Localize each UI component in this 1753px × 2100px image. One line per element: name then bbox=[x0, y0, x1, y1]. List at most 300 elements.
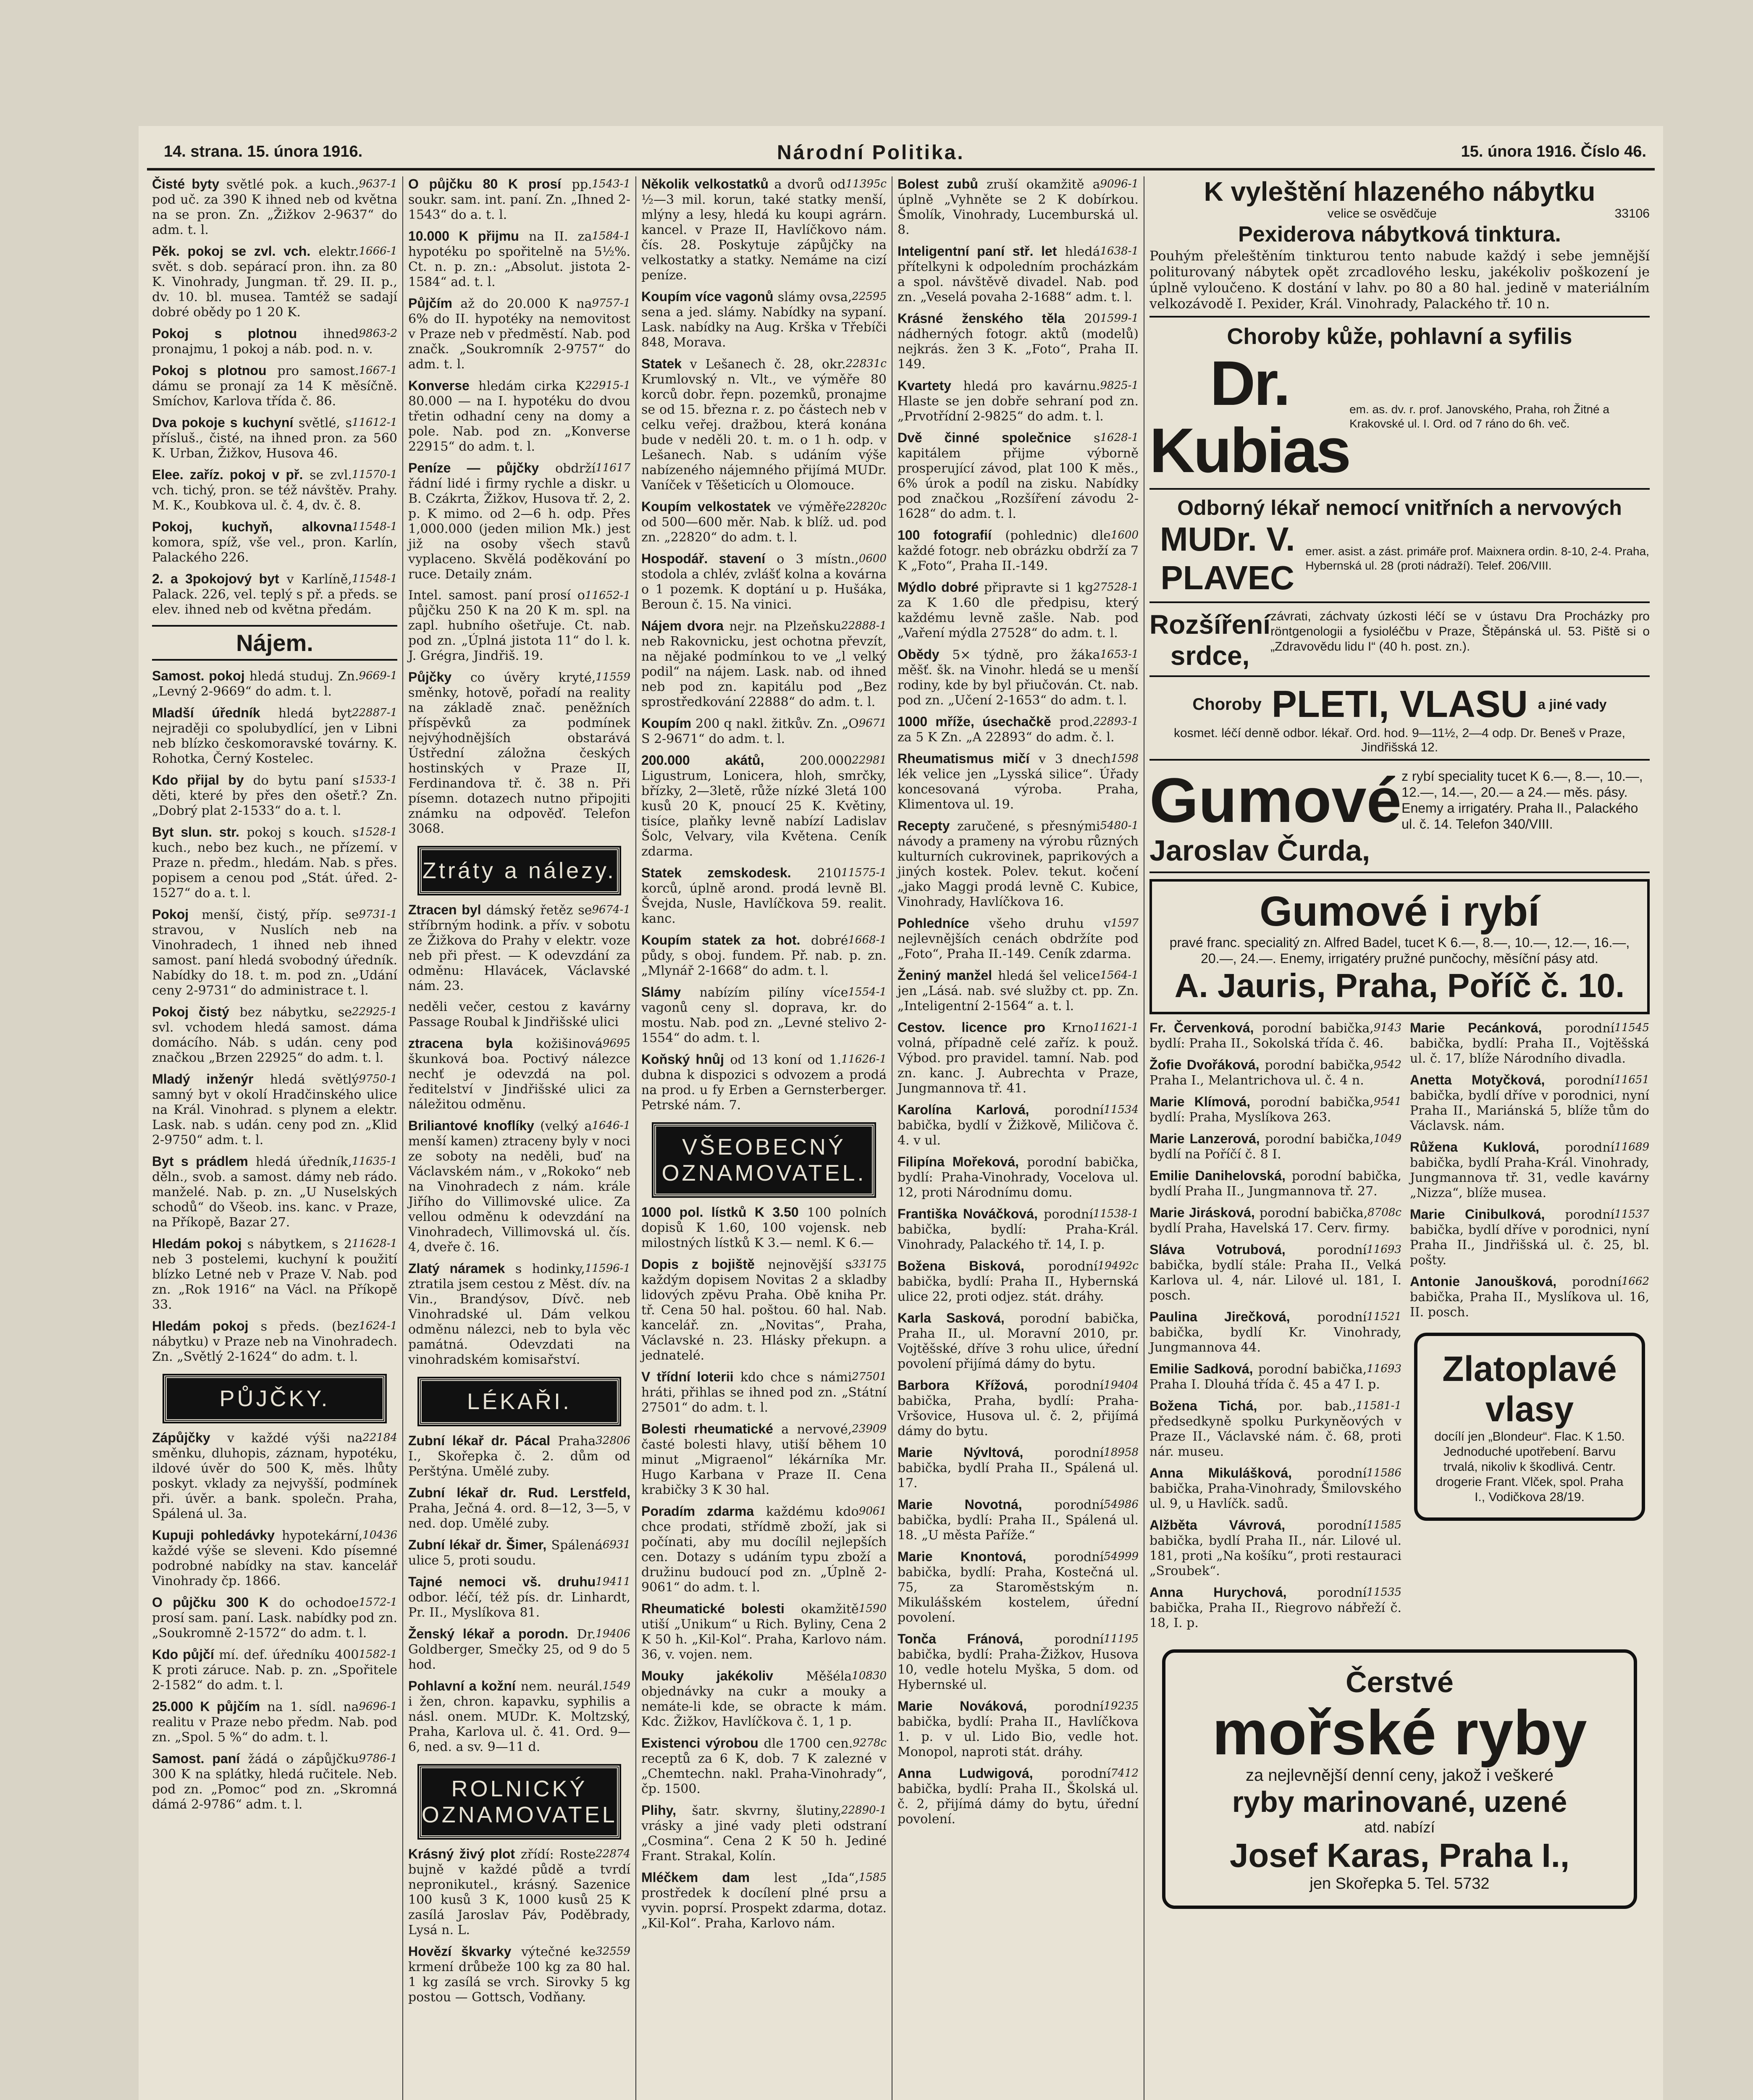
classified-ad bbox=[1149, 1020, 1401, 1051]
ad-heading: Mléčkem dam bbox=[641, 1870, 750, 1885]
ad-number: 22893-1 bbox=[1093, 715, 1139, 728]
ad-heading: Elee. zaříz. pokoj v př. bbox=[152, 467, 303, 482]
classified-ad bbox=[897, 714, 1139, 745]
ad-body: hledám cirka K 80.000 — na I. hypotéku do dvou třetin odhadní ceny na domy a pole. Nab. pod zn. „Konverse 22915“ do adm. t. l. bbox=[408, 379, 630, 454]
ad-heading: Konverse bbox=[408, 378, 470, 393]
ad-number: 1049 bbox=[1373, 1132, 1401, 1145]
ad-body: výtečné ke krmení drůbeže 100 kg za 80 hal. 1 kg zasílá se vrch. Sirovky 5 kg postou — Gottsch, Vodňany. bbox=[408, 1945, 630, 2005]
ad-heading: Ženiný manžel bbox=[897, 968, 992, 983]
ad-heading: Filipína Mořeková, bbox=[897, 1154, 1019, 1169]
classified-ad bbox=[1149, 1131, 1401, 1162]
ad-heading: Koupím velkostatek bbox=[641, 499, 771, 514]
ad-body: každému kdo chce prodati, střídmě zboží, jak si počínati, aby mu docílil nejlepších cen. Dotazy s udáním typu zboží a družinu budoucí pod zn. „Úplně 2-9061“ do adm. t. l. bbox=[641, 1504, 887, 1595]
ad-heading: Bolest zubů bbox=[897, 176, 978, 192]
jauris-name: A. Jauris, Praha, Poříč č. 10. bbox=[1174, 967, 1625, 1004]
ad-body: porodní babička, bydlí: Praha, Myslíkova 263. bbox=[1149, 1095, 1374, 1125]
classified-ad bbox=[641, 551, 887, 612]
ad-number: 1597 bbox=[1110, 917, 1139, 929]
classified-ad bbox=[897, 1258, 1139, 1305]
classified-ad bbox=[897, 430, 1139, 522]
classified-ad bbox=[641, 1369, 887, 1415]
classified-ad bbox=[641, 1052, 887, 1113]
ad-number: 7412 bbox=[1110, 1767, 1139, 1780]
ad-heading: 2. a 3pokojový byt bbox=[152, 571, 279, 586]
ad-heading: Marie Lanzerová, bbox=[1149, 1131, 1260, 1146]
ad-number: 1662 bbox=[1621, 1275, 1649, 1288]
ad-body: elektr. svět. s dob. sepárací pron. ihn. za 80 K. Vinohrady, Jungman. tř. 29. II. p., dv. 10. bl. musea. Tamtéž se sadají dobré obědy po 1 20 K. bbox=[152, 244, 397, 320]
ad-body: hledá studuj. Zn. „Levný 2-9669“ do adm. t. l. bbox=[152, 669, 359, 699]
ad-number: 0600 bbox=[858, 552, 887, 565]
ad-heading: 100 fotografií bbox=[897, 528, 992, 543]
classified-ad bbox=[152, 1595, 397, 1641]
pleti-post: a jiné vady bbox=[1538, 697, 1607, 712]
ad-heading: Koupím bbox=[641, 716, 692, 731]
banner-ztraty: Ztráty a nálezy. bbox=[419, 848, 620, 894]
ad-heading: Kdo přijal by bbox=[152, 772, 244, 788]
classified-ad bbox=[1149, 1205, 1401, 1236]
classified-ad bbox=[897, 580, 1139, 641]
jauris-title: Gumové i rybí bbox=[1260, 888, 1540, 935]
classified-ad bbox=[408, 1261, 630, 1368]
ad-number: 22887-1 bbox=[352, 706, 397, 719]
classified-ad bbox=[641, 1668, 887, 1730]
classified-ad bbox=[408, 1846, 630, 1938]
ad-number: 22184 bbox=[362, 1431, 397, 1444]
classified-ad bbox=[897, 818, 1139, 910]
classified-ad bbox=[152, 176, 397, 238]
classified-ad bbox=[152, 415, 397, 461]
ad-number: 11581-1 bbox=[1356, 1399, 1401, 1412]
ad-heading: Nájem dvora bbox=[641, 618, 724, 633]
ad-number: 1582-1 bbox=[359, 1648, 397, 1661]
ad-heading: Božena Tichá, bbox=[1149, 1398, 1257, 1413]
ad-heading: Existenci výrobou bbox=[641, 1735, 758, 1751]
ad-heading: Několik velkostatků bbox=[641, 176, 769, 192]
ad-body: lest „Ida“, prostředek k docílení plné prsu a vyvin. poprsí. Prospekt zdarma, dotaz. „Kil-Kol“. Praha, Karlovo nám. bbox=[641, 1871, 887, 1931]
ad-plavec bbox=[1149, 496, 1650, 603]
ads-list bbox=[152, 176, 397, 617]
ad-body: pp. soukr. sam. int. paní. Zn. „Ihned 2-1543“ do a. t. l. bbox=[408, 177, 630, 222]
plavec-title: Odborný lékař nemocí vnitřních a nervových bbox=[1177, 496, 1622, 520]
ad-body: dobré půdy, s oboj. fundem. Př. nab. p. zn. „Mlynář 2-1668“ do adm. t. l. bbox=[641, 933, 887, 978]
ad-heading: Emilie Danihelovská, bbox=[1149, 1168, 1286, 1183]
ad-body: až do 20.000 K na 6% do II. hypotéky na nemovitost v Praze neb v předměstí. Nab. pod značk. „Soukromník 2-9757“ do adm. t. l. bbox=[408, 297, 630, 372]
ad-heading: Marie Knontová, bbox=[897, 1549, 1026, 1564]
ad-number: 9669-1 bbox=[359, 669, 397, 682]
ad-heading: Alžběta Vávrová, bbox=[1149, 1517, 1286, 1533]
classified-ad bbox=[408, 1036, 630, 1112]
pexider-text: Pouhým přeleštěním tinkturou tento nabude každý i sebe jemnější politurovaný nábytek opět zrcadlového lesku, jakékoliv poškození je úplně vyloučeno. K dostání v lahv. po 80 a 80 hal. jedině v materiálním velkozávodě I. Pexider, Král. Vinohrady, Palackého tř. 10 n. bbox=[1149, 248, 1650, 312]
ad-heading: Krásný živý plot bbox=[408, 1846, 515, 1861]
ad-body: Praha, Ječná 4. ord. 8—12, 3—5, v ned. dop. Umělé zuby. bbox=[408, 1501, 630, 1531]
ad-number: 11570-1 bbox=[352, 468, 397, 481]
ad-body: co úvěry kryté, směnky, hotově, pořadí na reality na základě znač. peněžních příspěvků za podmínek nejvýhodnějších obstarává Ústřední záložna českých hostinských v Praze II, Ferdinandova tř. č. 38 n. Při písemn. dotazech nutno připojiti známku na odpověď. Telefon 3068. bbox=[408, 670, 630, 836]
ad-number: 1638-1 bbox=[1100, 245, 1139, 257]
ad-body: prod. za 5 K Zn. „A 22893“ do adm. č. l. bbox=[897, 715, 1115, 745]
ad-number: 19492c bbox=[1097, 1260, 1139, 1272]
ad-number: 33175 bbox=[852, 1258, 887, 1270]
ad-number: 11651 bbox=[1614, 1074, 1649, 1086]
ad-body: o 3 místn., stodola a chlév, zvlášť kolna a kovárna o 1 pozemk. K doptání u p. Hušáka, Beroun č. 15. Na vinici. bbox=[641, 552, 887, 612]
ad-number: 1628-1 bbox=[1100, 431, 1139, 444]
ad-heading: 25.000 K půjčím bbox=[152, 1699, 260, 1714]
ad-heading: Byt s prádlem bbox=[152, 1154, 248, 1169]
ad-body: kdo chce s námi hráti, přihlas se ihned pod zn. „Státní 27501“ do adm. t. l. bbox=[641, 1370, 887, 1415]
classified-ad bbox=[641, 984, 887, 1046]
ad-number: 9825-1 bbox=[1100, 379, 1139, 392]
ad-body: porodní babička, bydlí: Praha II., Vojtěšská ul. č. 17, blíže Národního divadla. bbox=[1410, 1021, 1649, 1066]
ad-heading: O půjčku 80 K prosí bbox=[408, 176, 562, 192]
ad-heading: Koupím více vagonů bbox=[641, 289, 774, 304]
ad-body: zřídí: Roste bujně v každé půdě a tvrdí nepronikutel., krásný. Sazenice 100 kusů 3 K, 1000 kusů 25 K zasílá Jaroslav Páv, Poděbrady, Lysá n. L. bbox=[408, 1847, 630, 1937]
babicky-right-col bbox=[1410, 1020, 1649, 1637]
ad-body: Krno volná, případně celé zaříz. k použ. Výbod. pro pravidel. tamní. Nab. pod zn. kanc. J. Aubrechta v Praze, Jungmannova tř. 41. bbox=[897, 1021, 1139, 1096]
ad-body: komora, spíž, vše vel., pron. Karlín, Palackého 226. bbox=[152, 535, 397, 565]
pleti-text: kosmet. léčí denně odbor. lékař. Ord. hod. 9—11½, 2—4 odp. Dr. Beneš v Praze, Jindřišská 12. bbox=[1173, 726, 1626, 754]
classified-ad bbox=[897, 1378, 1139, 1439]
columns bbox=[147, 176, 1655, 2100]
ryby-line: ryby marinované, uzené bbox=[1232, 1785, 1567, 1818]
ad-body: porodní babička, bydlí: Praha II., Havlíčkova 1. p. v ul. Lido Bio, vedle hot. Monopol, naproti stát. dráhy. bbox=[897, 1699, 1139, 1759]
srdce-text: závrati, záchvaty úzkosti léčí se v ústavu Dra Procházky pro röntgenologii a fysioléčbu v Praze, Štěpánská ul. 53. Piště si o „Zdravovědu lidu I“ (40 h. post. zn.). bbox=[1270, 609, 1650, 654]
ad-heading: Antonie Janoušková, bbox=[1410, 1274, 1557, 1289]
ad-body: ve výměře od 500—600 měr. Nab. k blíž. ud. pod zn. „22820“ do adm. t. l. bbox=[641, 500, 887, 545]
ad-body: bez nábytku, se svl. vchodem hledá samost. dáma domácího. Náb. s udán. ceny pod značkou „Brzen 22925“ do adm. t. l. bbox=[152, 1005, 397, 1065]
ryby-title2: mořské ryby bbox=[1212, 1697, 1587, 1768]
classified-ad bbox=[152, 705, 397, 766]
ad-number: 19235 bbox=[1104, 1700, 1139, 1712]
classified-ad bbox=[897, 1445, 1139, 1491]
ad-body: porodní babička, bydlí Praha-Král. Vinohrady, Jungmannova tř. 31, vedle kavárny „Nizza“, blíže musea. bbox=[1410, 1140, 1649, 1200]
classified-ad bbox=[408, 1678, 630, 1755]
ad-number: 18958 bbox=[1104, 1446, 1139, 1459]
ad-body: v Karlíně, Palack. 226, vel. teplý s př. a předs. se elev. ihned neb od května předám. bbox=[152, 572, 397, 617]
ad-number: 11548-1 bbox=[352, 520, 397, 533]
ad-body: porodní babička, bydlí Praha, Havelská 17. Cerv. firmy. bbox=[1149, 1206, 1390, 1236]
ad-kubias bbox=[1149, 323, 1650, 490]
classified-ad bbox=[641, 356, 887, 493]
ad-heading: Františka Nováčková, bbox=[897, 1206, 1038, 1221]
classified-ad bbox=[152, 1154, 397, 1230]
ad-body: porodní babička, bydlí Praha II., nár. Lilové ul. 181, proti „Na košíku“, proti restauraci „Sroubek“. bbox=[1149, 1518, 1401, 1578]
ad-number: 1599-1 bbox=[1100, 312, 1139, 325]
plavec-info: emer. asist. a zást. primáře prof. Maixnera ordin. 8-10, 2-4. Praha, Hybernská ul. 28 (proti nádraží). Telef. 206/VIII. bbox=[1305, 545, 1649, 572]
ad-heading: Dvě činné společnice bbox=[897, 430, 1071, 445]
ad-heading: Marie Pecánková, bbox=[1410, 1020, 1542, 1035]
classified-ad bbox=[152, 1751, 397, 1812]
classified-ad bbox=[152, 467, 397, 513]
ad-number: 11548-1 bbox=[352, 572, 397, 585]
ad-body: porodní babička, bydlí dříve v porodnici, nyní Praha II., Jindřišská ul. č. 25, bl. pošty. bbox=[1410, 1208, 1649, 1268]
ad-number: 9674-1 bbox=[592, 903, 630, 916]
ad-heading: Růžena Kuklová, bbox=[1410, 1139, 1539, 1155]
ad-body: okamžitě utiší „Unikum“ u Rich. Byliny, Cena 2 K 50 h. „Kil-Kol“. Praha, Karlovo nám. 36, v. vojen. nem. bbox=[641, 1602, 887, 1662]
ad-body: 20 nádherných fotogr. aktů (modelů) nejkrás. žen 3 K. „Foto“, Praha II. 149. bbox=[897, 312, 1139, 372]
ad-number: 11545 bbox=[1614, 1021, 1649, 1034]
ad-heading: Samost. paní bbox=[152, 1751, 240, 1766]
ad-gumove-curda bbox=[1149, 766, 1650, 873]
classified-ad bbox=[897, 1497, 1139, 1543]
ad-pleti bbox=[1149, 683, 1650, 761]
classified-ad bbox=[408, 1485, 630, 1531]
ad-heading: Zubní lékař dr. Pácal bbox=[408, 1433, 551, 1448]
ad-heading: Zlatý náramek bbox=[408, 1261, 505, 1276]
classified-ad bbox=[152, 1647, 397, 1693]
ad-body: porodní babička, bydlí: Praha II., Spálená ul. 18. „U města Paříže.“ bbox=[897, 1498, 1139, 1543]
ad-body: ihned pronajmu, 1 pokoj a náb. pod. n. v. bbox=[152, 327, 373, 357]
ad-number: 10436 bbox=[362, 1529, 397, 1541]
pexider-sub-text: velice se osvědčuje bbox=[1327, 207, 1437, 220]
header-right: 15. února 1916. Číslo 46. bbox=[1461, 143, 1646, 160]
header-title: Národní Politika. bbox=[777, 142, 965, 164]
classified-ad bbox=[152, 1699, 397, 1745]
ad-heading: Slámy bbox=[641, 984, 681, 1000]
ad-number: 11628-1 bbox=[352, 1237, 397, 1250]
classified-ad bbox=[641, 1601, 887, 1662]
ad-heading: Paulina Jirečková, bbox=[1149, 1309, 1290, 1324]
ad-heading: Byt slun. str. bbox=[152, 824, 239, 840]
ad-number: 11693 bbox=[1367, 1362, 1401, 1375]
ad-heading: Ženský lékař a porodn. bbox=[408, 1626, 569, 1641]
ad-body: porodní babička, bydlí v Žižkově, Miličova č. 4. v ul. bbox=[897, 1103, 1139, 1148]
ad-heading: 200.000 akátů, bbox=[641, 753, 764, 768]
ad-heading: Samost. pokoj bbox=[152, 668, 245, 683]
classified-ad bbox=[897, 751, 1139, 812]
ad-heading: Mýdlo dobré bbox=[897, 580, 979, 595]
ad-body: Dr. Goldberger, Smečky 25, od 9 do 5 hod. bbox=[408, 1627, 630, 1672]
section-title-najem: Nájem. bbox=[152, 625, 397, 661]
ad-number: 22915-1 bbox=[585, 379, 630, 392]
ad-heading: Mladší úředník bbox=[152, 705, 260, 720]
ad-heading: Krásné ženského těla bbox=[897, 311, 1065, 326]
ad-number: 1646-1 bbox=[592, 1119, 630, 1132]
ad-number: 11395c bbox=[845, 178, 887, 190]
ad-number: 11612-1 bbox=[352, 416, 397, 429]
classified-ad bbox=[641, 289, 887, 350]
ad-heading: Čisté byty bbox=[152, 176, 220, 192]
ad-heading: Obědy bbox=[897, 647, 939, 662]
banner-vseobecny: VŠEOBECNÝ OZNAMOVATEL. bbox=[653, 1124, 874, 1196]
ad-number: 9542 bbox=[1373, 1058, 1401, 1071]
ad-number: 22890-1 bbox=[841, 1804, 887, 1816]
ad-number: 11534 bbox=[1104, 1103, 1139, 1116]
classified-ad bbox=[897, 1102, 1139, 1148]
ads-list bbox=[408, 902, 630, 1368]
ad-body: porodní babička, bydlí: Praha II., Školská ul. č. 2, přijímá dámy do bytu, úřední povolení. bbox=[897, 1767, 1139, 1827]
ad-heading: Hovězí škvarky bbox=[408, 1944, 512, 1959]
ad-body: menší, čistý, příp. se stravou, v Nuslích neb na Vinohradech, 1 ihned neb ihned samost. paní hledá svobodný úředník. Nabídky do 18. t. m. pod zn. „Udání ceny 2-9731“ do administrace t. l. bbox=[152, 908, 397, 998]
ad-body: porodní babička, bydlí stále: Praha II., Velká Karlova ul. 4, nár. Lilové ul. 181, I. posch. bbox=[1149, 1243, 1401, 1303]
ad-heading: O půjčku 300 K bbox=[152, 1595, 269, 1610]
ad-body: 200.000 Ligustrum, Lonicera, hloh, smrčky, břízky, 2—3letě, růže nízké 3letá 100 kusů 20 K, pnoucí 25 K. Květiny, tisíce, plaňky levně nabízí Ladislav Šolc, Velvary, vila Květena. Ceník zdarma. bbox=[641, 753, 887, 859]
ads-list bbox=[408, 176, 630, 837]
ad-number: 1533-1 bbox=[359, 774, 397, 786]
ad-heading: Pohledníce bbox=[897, 916, 969, 931]
ad-body: odbor. léčí, též pís. dr. Linhardt, Pr. II., Myslíkova 81. bbox=[408, 1590, 630, 1620]
classified-ad bbox=[408, 378, 630, 454]
ad-heading: Marie Jirásková, bbox=[1149, 1205, 1255, 1220]
ad-heading: Hledám pokoj bbox=[152, 1236, 242, 1251]
ad-number: 22888-1 bbox=[841, 620, 887, 632]
ad-heading: Anetta Motyčková, bbox=[1410, 1072, 1545, 1087]
classified-ad bbox=[152, 363, 397, 409]
ad-body: zaručené, s přesnými návody a prameny na výrobu různých kulturních cukrovinek, paprikových a jiných kostek. Polev. tekut. kočení „jako Maggi prodá levně C. Kubice, Vinohrady, Havlíčkova 16. bbox=[897, 819, 1139, 909]
ad-body: žádá o zápůjčku 300 K na splátky, hledá ručitele. Neb. pod zn. „Pomoc“ pod zn. „Skromná dámá 2-9786“ adm. t. l. bbox=[152, 1752, 397, 1812]
ad-body: porodní babička, bydlí: Praha II., Sokolská třída č. 46. bbox=[1149, 1021, 1384, 1051]
classified-ad bbox=[897, 1206, 1139, 1252]
classified-ad bbox=[408, 1118, 630, 1255]
ad-body: porodní babička, bydlí Praha II., Jungmannova tř. 27. bbox=[1149, 1169, 1401, 1199]
ad-body: porodní babička, bydlí Praha II., Spálená ul. 17. bbox=[897, 1446, 1139, 1491]
classified-ad bbox=[641, 176, 887, 283]
ad-number: 32806 bbox=[596, 1434, 630, 1447]
zlatoplave-text: docílí jen „Blondeur“. Flac. K 1.50. Jednoduché upotřebení. Barvu trvalá, nikoliv k škodlivá. Centr. drogerie Frant. Vlček, spol. Praha I., Vodičkova 28/19. bbox=[1434, 1430, 1625, 1504]
ad-body: a dvorů od ½—3 mil. korun, také statky menší, mlýny a lesy, hledá ku koupi agrárn. kancel. v Praze II, Havlíčkovo nám. čís. 28. Poskytuje zápůjčky na velkostatky a statky. Nemáme na cizí peníze. bbox=[641, 177, 887, 283]
page-header bbox=[139, 134, 1663, 172]
ad-number: 9278c bbox=[853, 1737, 887, 1749]
classified-ad bbox=[1410, 1139, 1649, 1201]
classified-ad bbox=[152, 1430, 397, 1522]
pexider-num: 33106 bbox=[1614, 207, 1650, 220]
ad-number: 1554-1 bbox=[848, 986, 887, 998]
ad-heading: Marie Cinibulková, bbox=[1410, 1207, 1545, 1222]
ad-body: porodní babička, Praha I., Melantrichova ul. č. 4 n. bbox=[1149, 1058, 1374, 1088]
ad-body: nem. neurál. i žen, chron. kapavku, syphilis a násl. onem. MUDr. K. Moltzský, Praha, Karlova ul. č. 41. Ord. 9—6, ned. a sv. 9—11 d. bbox=[408, 1679, 630, 1754]
ryby-name: Josef Karas, Praha I., bbox=[1229, 1837, 1570, 1874]
classified-ad bbox=[408, 669, 630, 837]
ad-body: Praha I., Skořepka č. 2. dům od Perštýna. Umělé zuby. bbox=[408, 1434, 630, 1479]
classified-ad bbox=[408, 228, 630, 290]
classified-ad bbox=[152, 519, 397, 565]
classified-ad bbox=[897, 647, 1139, 708]
ad-body: pokoj s kouch. s kuch., nebo bez kuch., ne přízemí. v Praze n. předm., hledám. Nab. s přes. popisem a cenou pod „Stát. úřed. 2-1527“ do a. t. l. bbox=[152, 825, 397, 900]
ad-heading: Anna Hurychová, bbox=[1149, 1585, 1287, 1600]
classified-ad bbox=[152, 244, 397, 320]
ad-number: 6931 bbox=[602, 1538, 630, 1551]
ad-heading: Marie Nováková, bbox=[897, 1698, 1027, 1714]
classified-ad bbox=[152, 1071, 397, 1148]
ad-number: 5480-1 bbox=[1100, 819, 1139, 832]
classified-ad bbox=[641, 1421, 887, 1498]
ad-number: 11575-1 bbox=[841, 866, 887, 879]
ad-body: porodní babička, bydlí: Praha-Žižkov, Husova 10, vedle hotelu Myška, 5 dom. od Hybernské ul. bbox=[897, 1632, 1139, 1692]
classified-ad bbox=[1149, 1398, 1401, 1460]
classified-ad bbox=[152, 1236, 397, 1312]
ad-number: 11596-1 bbox=[585, 1262, 630, 1275]
classified-ad bbox=[408, 460, 630, 582]
ad-body: na II. za hypotéku po spořitelně na 5½%. Ct. n. p. zn.: „Absolut. jistota 2-1584“ ad. t. l. bbox=[408, 229, 630, 289]
classified-ad bbox=[641, 618, 887, 710]
ad-body: 100 polních dopisů K 1.60, 100 vojensk. neb milostných lístků K 3.— neml. K 6.— bbox=[641, 1205, 887, 1250]
ad-heading: Marie Nývltová, bbox=[897, 1445, 1023, 1460]
classified-ad bbox=[641, 499, 887, 545]
ad-heading: Rheumatické bolesti bbox=[641, 1601, 785, 1616]
ad-heading: Poradím zdarma bbox=[641, 1504, 754, 1519]
ad-body: v každé výši na směnku, dluhopis, záznam, hypotéku, ildové úvěr do 500 K, měs. lhůty poskyt. vklady za nejvyšší, podmínek při. úvěr. a bank. společn. Praha, Spálená ul. 3a. bbox=[152, 1431, 397, 1521]
ad-heading: Inteligentní paní stř. let bbox=[897, 244, 1057, 259]
ad-heading: V třídní loterii bbox=[641, 1369, 734, 1384]
ad-number: 22925-1 bbox=[352, 1005, 397, 1018]
ad-number: 11195 bbox=[1104, 1633, 1139, 1645]
classified-ad bbox=[1149, 1168, 1401, 1199]
ad-number: 11617 bbox=[596, 462, 630, 474]
classified-ad bbox=[408, 176, 630, 223]
column-5 bbox=[1144, 176, 1655, 2100]
ad-number: 32559 bbox=[596, 1945, 630, 1958]
ad-heading: Pohlavní a kožní bbox=[408, 1678, 516, 1693]
ad-heading: Zubní lékař dr. Rud. Lerstfeld, bbox=[408, 1485, 630, 1500]
ad-heading: ztracena byla bbox=[408, 1036, 513, 1051]
ad-heading: Anna Mikulášková, bbox=[1149, 1465, 1292, 1480]
ad-number: 22595 bbox=[852, 290, 887, 303]
ad-number: 22820c bbox=[845, 500, 887, 513]
pleti-title: PLETI, VLASU bbox=[1271, 683, 1528, 725]
classified-ad bbox=[152, 668, 397, 699]
classified-ad bbox=[408, 1626, 630, 1672]
ad-heading: Statek bbox=[641, 356, 682, 371]
ad-body: v Lešanech č. 28, okr. Krumlovský n. Vlt., ve výměře 80 korců dobr. řepn. pozemků, pronajme se od 15. března r. z. po částech neb v celku veřej. dražbou, která konána bude v neděli 20. t. m. o 1 h. odp. v Lešanech. Nab. s udáním výše nabízeného nájemného přijímá MUDr. Vaníček v Těšeticích u Olomouce. bbox=[641, 357, 887, 493]
banner-pujcky: PŮJČKY. bbox=[164, 1376, 385, 1422]
ad-number: 22831c bbox=[845, 357, 887, 370]
ad-number: 23909 bbox=[852, 1423, 887, 1435]
ad-body: dámský řetěz se stříbrným hodink. a přív. v sobotu ze Žižkova do Prahy v elektr. voze neb při přest. — K odevzdání za odměnu: Hlavácek, Václavské nám. 23. bbox=[408, 903, 630, 993]
pleti-pre: Choroby bbox=[1192, 695, 1262, 714]
ad-heading: Plihy, bbox=[641, 1803, 676, 1818]
ad-heading: Koupím statek za hot. bbox=[641, 932, 800, 948]
ad-number: 9695 bbox=[602, 1037, 630, 1050]
classified-ad bbox=[641, 1205, 887, 1251]
ad-body: pro samost. dámu se pronají za 14 K měsíčně. Smíchov, Karlova třída č. 86. bbox=[152, 364, 397, 409]
ad-heading: Karolína Karlová, bbox=[897, 1102, 1029, 1117]
ad-body: a nervové, časté bolesti hlavy, utiší během 10 minut „Migraenol“ lékárníka Mr. Hugo Karbana v Praze II. Cena krabičky 3 K 30 hal. bbox=[641, 1422, 887, 1497]
ad-heading: Hospodář. stavení bbox=[641, 551, 766, 566]
classified-ad bbox=[641, 1870, 887, 1931]
ad-number: 27528-1 bbox=[1093, 581, 1139, 593]
ad-heading: Pěk. pokoj se zvl. vch. bbox=[152, 244, 311, 259]
ryby-addr: jen Skořepka 5. bbox=[1310, 1875, 1421, 1893]
ad-heading: Rheumatismus mičí bbox=[897, 751, 1030, 766]
classified-ad bbox=[408, 1574, 630, 1620]
ad-number: 54986 bbox=[1104, 1498, 1139, 1511]
ads-list bbox=[1410, 1020, 1649, 1320]
ad-number: 22874 bbox=[596, 1848, 630, 1860]
plavec-name: MUDr. V. PLAVEC bbox=[1160, 520, 1295, 596]
ad-heading: Sláva Votrubová, bbox=[1149, 1242, 1286, 1257]
ad-heading: Marie Novotná, bbox=[897, 1497, 1022, 1512]
ad-body: 5× týdně, pro žáka měšť. šk. na Vinohr. hledá se u menší rodiny, kde by byl přiučován. Ct. nab. pod zn. „Učení 2-1653“ do adm. t. l. bbox=[897, 648, 1139, 708]
ad-body: hledá světlý samný byt v okolí Hradčinského ulice na Král. Vinohrad. s plynem a elektr. Lask. nab. s udán. ceny pod zn. „Klid 2-9750“ adm. t. l. bbox=[152, 1072, 397, 1147]
classified-ad bbox=[641, 716, 887, 747]
column-1 bbox=[147, 176, 403, 2100]
ad-number: 54999 bbox=[1104, 1550, 1139, 1563]
ad-body: připravte si 1 kg za K 1.60 dle předpisu, který každému levně zašle. Nab. pod „Vaření mýdla 27528“ do adm. t. l. bbox=[897, 580, 1139, 640]
classified-ad bbox=[897, 1766, 1139, 1827]
ad-number: 9541 bbox=[1373, 1095, 1401, 1108]
ad-body: porodní babička, Praha II., Riegrovo nábřeží č. 18, I. p. bbox=[1149, 1586, 1401, 1630]
ad-body: porodní babička, Praha, bydlí: Praha-Vršovice, Husova ul. č. 2, přijímá dámy do bytu. bbox=[897, 1378, 1139, 1438]
gumove-name: Jaroslav Čurda, bbox=[1149, 834, 1370, 867]
ad-heading: Fr. Červenková, bbox=[1149, 1020, 1254, 1035]
ad-body: porodní babička, bydlí Kr. Vinohrady, Jungmannova 44. bbox=[1149, 1310, 1401, 1355]
ad-number: 11621-1 bbox=[1093, 1021, 1139, 1034]
classified-ad bbox=[641, 1803, 887, 1864]
ad-heading: Zápůjčky bbox=[152, 1430, 210, 1445]
classified-ad bbox=[897, 528, 1139, 574]
classified-ad bbox=[408, 1944, 630, 2005]
ad-number: 1572-1 bbox=[359, 1596, 397, 1609]
ad-jauris bbox=[1149, 879, 1650, 1014]
column-3 bbox=[636, 176, 892, 2100]
